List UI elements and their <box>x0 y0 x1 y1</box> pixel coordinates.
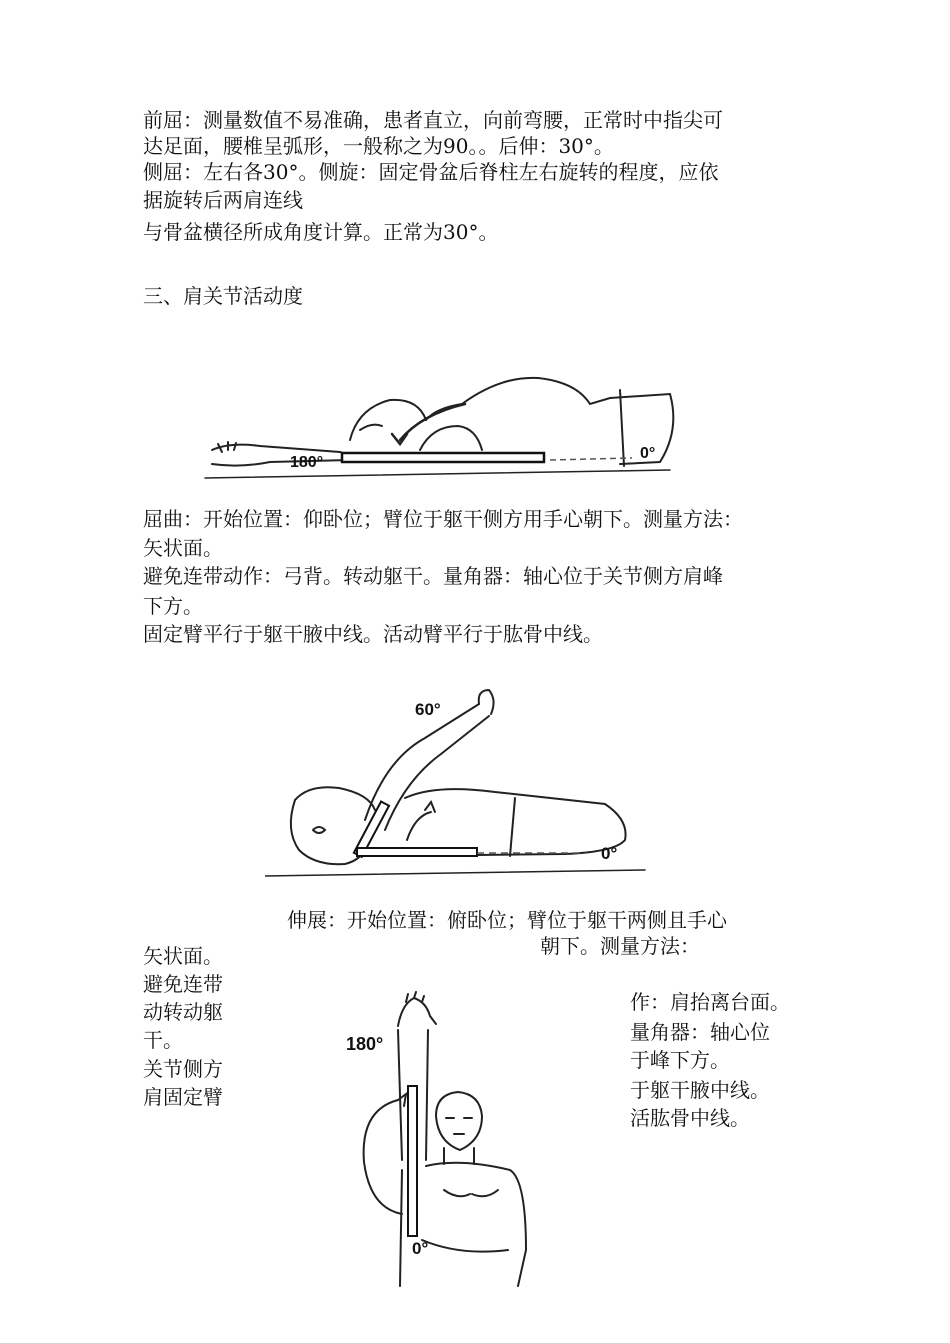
extension-end-angle-label: 0° <box>601 844 618 863</box>
text-line: 于峰下方。 <box>630 1048 730 1072</box>
text-line: 肩固定臂 <box>143 1085 223 1109</box>
text-line: 据旋转后两肩连线 <box>143 188 303 212</box>
text-line: 达足面，腰椎呈弧形，一般称之为90。。后伸：30°。 <box>143 134 614 158</box>
text-line: 矢状面。 <box>143 944 223 968</box>
abduction-figure <box>340 990 540 1290</box>
text-line: 动转动躯 <box>143 1000 223 1024</box>
abduction-bottom-angle-label: 0° <box>412 1239 429 1258</box>
text-line: 关节侧方 <box>143 1057 223 1081</box>
text-line: 与骨盆横径所成角度计算。正常为30°。 <box>143 220 499 244</box>
text-line: 作：肩抬离台面。 <box>630 990 790 1014</box>
text-line: 避免连带 <box>143 972 223 996</box>
section-heading: 三、肩关节活动度 <box>143 284 303 308</box>
text-line: 量角器：轴心位 <box>630 1020 770 1044</box>
text-line: 屈曲：开始位置：仰卧位；臂位于躯干侧方用手心朝下。测量方法： <box>143 507 743 531</box>
text-line: 前屈：测量数值不易准确，患者直立，向前弯腰，正常时中指尖可 <box>143 108 723 132</box>
flexion-start-angle-label: 180° <box>290 454 324 471</box>
extension-text-line: 伸展：开始位置：俯卧位；臂位于躯干两侧且手心 <box>287 908 727 932</box>
flexion-figure <box>200 370 700 490</box>
text-line: 避免连带动作：弓背。转动躯干。量角器：轴心位于关节侧方肩峰 <box>143 564 723 588</box>
flexion-end-angle-label: 0° <box>640 445 656 462</box>
extension-figure <box>265 680 655 890</box>
text-line: 矢状面。 <box>143 536 223 560</box>
text-line: 干。 <box>143 1028 183 1052</box>
extension-top-angle-label: 60° <box>415 700 441 719</box>
text-line: 于躯干腋中线。 <box>630 1078 770 1102</box>
text-line: 固定臂平行于躯干腋中线。活动臂平行于肱骨中线。 <box>143 622 603 646</box>
extension-text-line: 朝下。测量方法： <box>540 934 700 958</box>
text-line: 活肱骨中线。 <box>630 1106 750 1130</box>
abduction-top-angle-label: 180° <box>346 1034 384 1054</box>
text-line: 下方。 <box>143 594 203 618</box>
text-line: 侧屈：左右各30°。侧旋：固定骨盆后脊柱左右旋转的程度，应依 <box>143 160 719 184</box>
